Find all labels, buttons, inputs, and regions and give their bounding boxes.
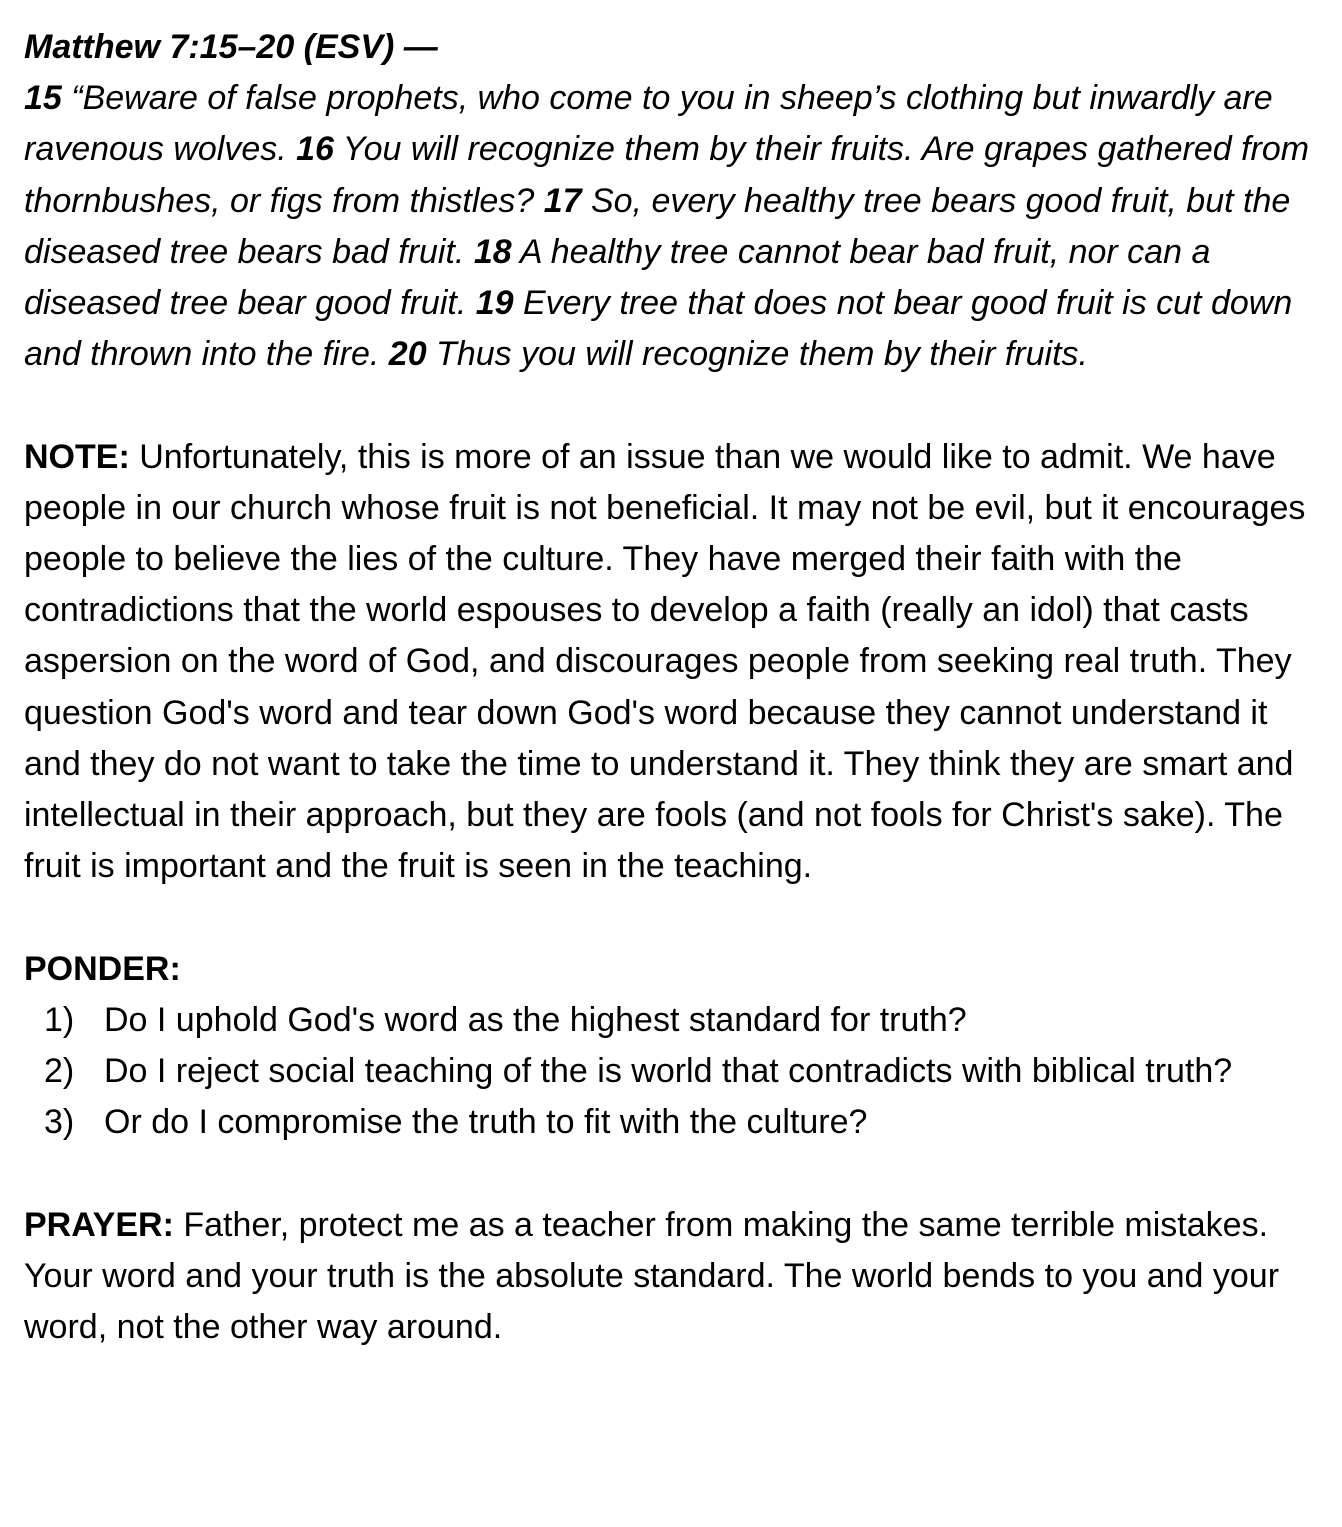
list-item <box>24 1097 1324 1148</box>
note-label: NOTE: <box>24 437 130 476</box>
spacer <box>24 1148 1324 1199</box>
scripture-passage <box>24 22 1324 380</box>
ponder-label: PONDER: <box>24 949 181 988</box>
prayer-section <box>24 1200 1324 1354</box>
list-item <box>24 1046 1324 1097</box>
verse-text: You will recognize them by their fruits. Are grapes gathered from thornbushes, or figs from thistles? <box>24 130 1310 220</box>
ponder-section <box>24 944 1324 1149</box>
verse-text: Every tree that does not bear good fruit is cut down and thrown into the fire. <box>24 284 1293 374</box>
verse-text: A healthy tree cannot bear bad fruit, nor can a diseased tree bear good fruit. <box>24 232 1211 323</box>
list-item-text: Do I reject social teaching of the is world that contradicts with biblical truth? <box>104 1052 1233 1091</box>
list-item-text: Do I uphold God's word as the highest standard for truth? <box>104 1000 967 1039</box>
note-text: Unfortunately, this is more of an issue than we would like to admit. We have people in our church whose fruit is not beneficial. It may not be evil, but it encourages people to believe the lies of the culture. They have merged their faith with the contradictions that the world espouses to develop a faith (really an idol) that casts aspersion on the word of God, and discourages people from seeking real truth. They question God's word and tear down God's word because they cannot understand it and they do not want to take the time to understand it. They think they are smart and intellectual in their approach, but they are fools (and not fools for Christ's sake). The fruit is important and the fruit is seen in the teaching. <box>24 437 1306 886</box>
devotional-page <box>24 22 1324 1353</box>
list-item-text: Or do I compromise the truth to fit with the culture? <box>104 1103 868 1142</box>
scripture-heading: Matthew 7:15–20 (ESV) — <box>24 28 438 66</box>
spacer <box>24 892 1324 943</box>
verse-number: 16 <box>296 130 334 169</box>
verse-number: 17 <box>543 181 582 220</box>
list-item-number: 1) <box>44 1000 75 1039</box>
verse-text: Thus you will recognize them by their fruits. <box>426 335 1088 374</box>
verse-number: 18 <box>473 232 512 271</box>
list-item-number: 3) <box>44 1103 75 1142</box>
list-item <box>24 995 1324 1046</box>
list-item-number: 2) <box>44 1052 75 1091</box>
verse-number: 15 <box>24 79 62 118</box>
ponder-list <box>24 995 1324 1149</box>
scripture-text <box>24 73 1324 380</box>
note-section <box>24 432 1324 893</box>
verse-text: “Beware of false prophets, who come to you in sheep’s clothing but inwardly are ravenous wolves. <box>24 79 1273 169</box>
verse-text: So, every healthy tree bears good fruit, but the diseased tree bears bad fruit. <box>24 181 1291 271</box>
verse-number: 20 <box>388 335 427 374</box>
prayer-label: PRAYER: <box>24 1205 174 1244</box>
spacer <box>24 380 1324 431</box>
verse-number: 19 <box>475 284 514 323</box>
prayer-text: Father, protect me as a teacher from making the same terrible mistakes. Your word and your truth is the absolute standard. The world bends to you and your word, not the other way around. <box>24 1205 1280 1347</box>
